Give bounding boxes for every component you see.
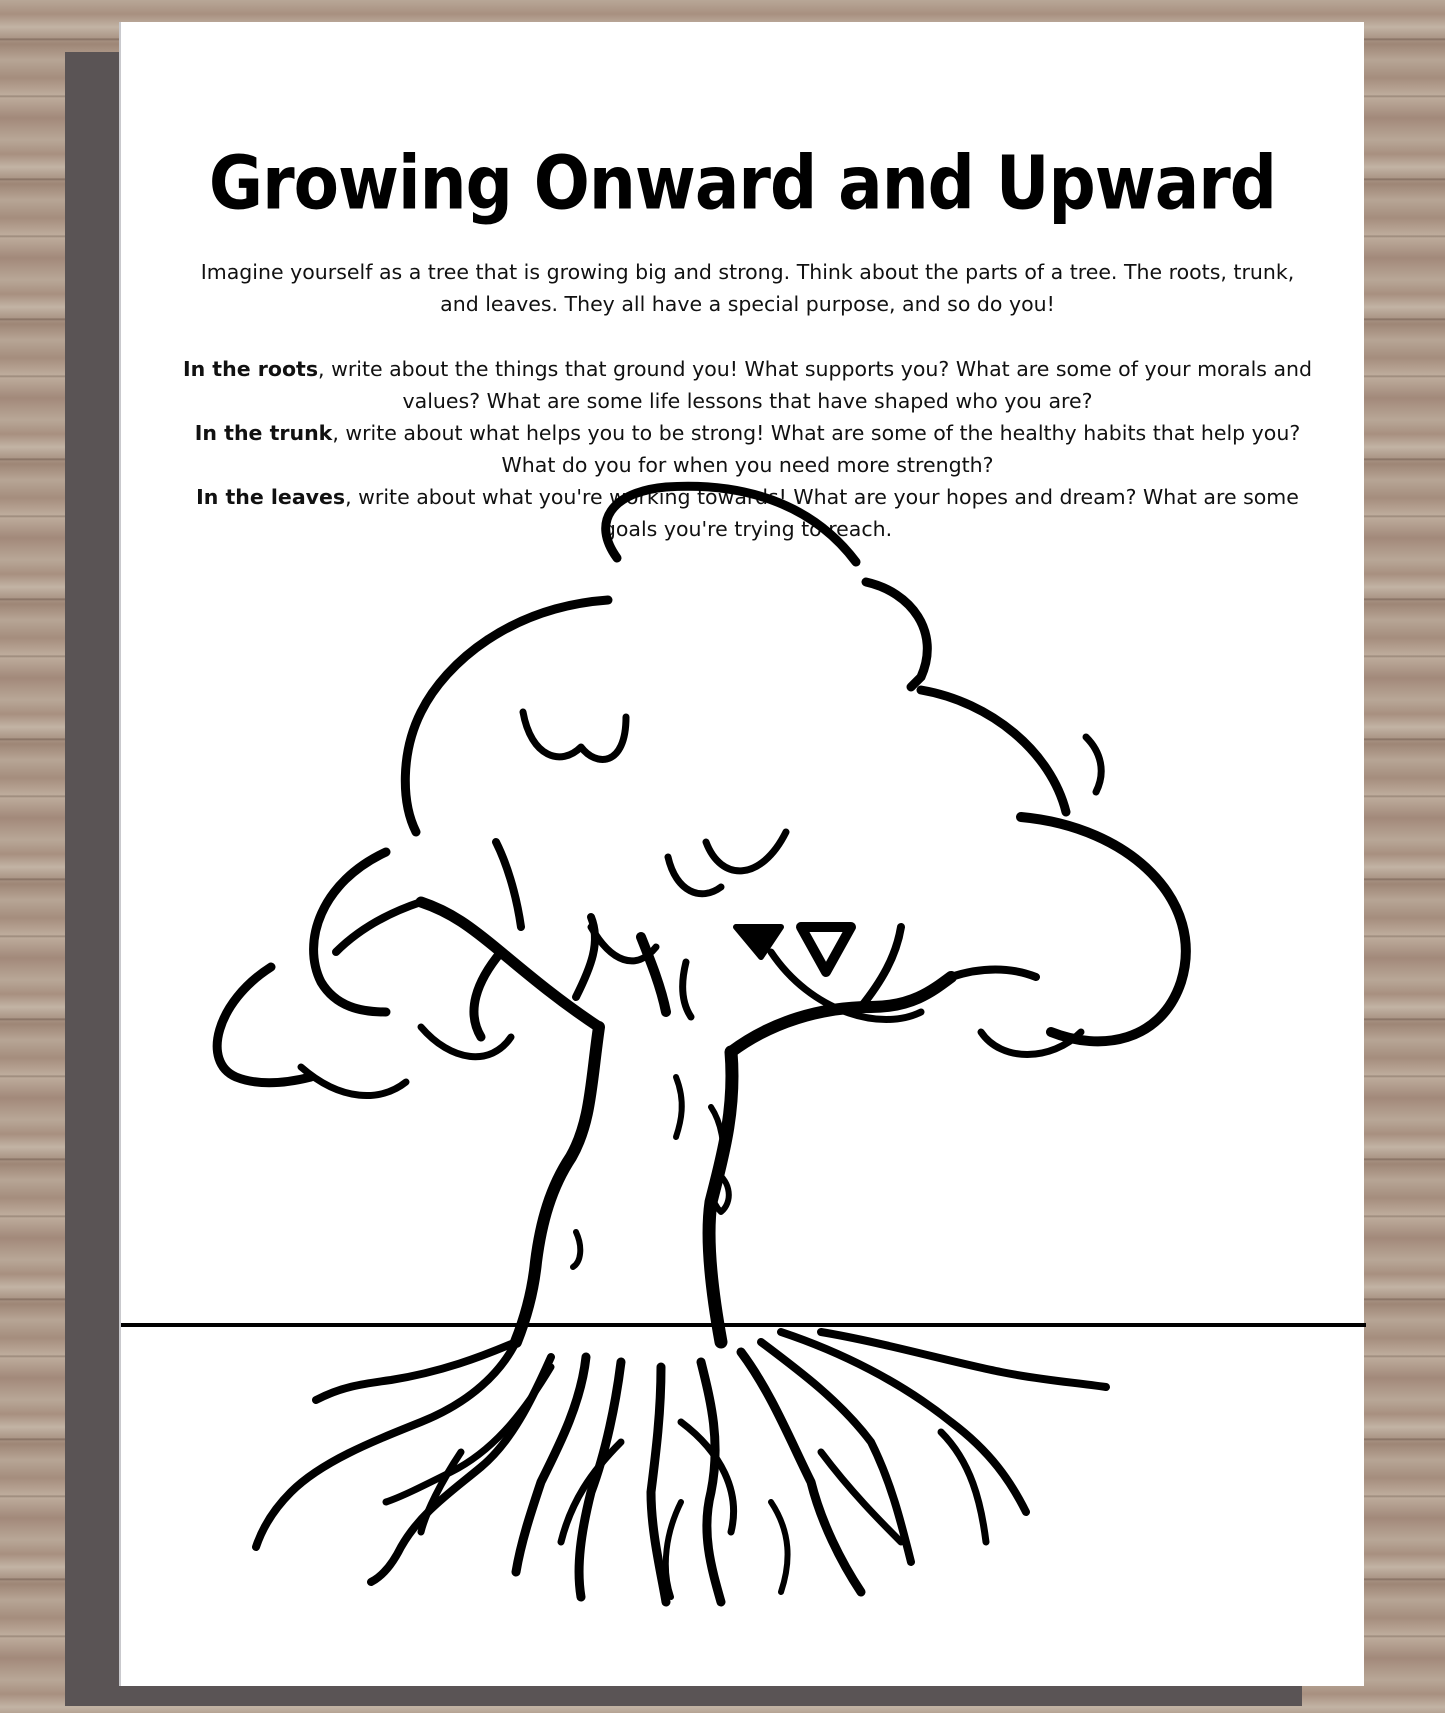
prompt-leaves-text: , write about what you're working towards! What are your hopes and dream? What are some goals you're trying to reach.	[345, 485, 1299, 541]
intro-paragraph: Imagine yourself as a tree that is growing big and strong. Think about the parts of a tree. The roots, trunk, and leaves. They all have a special purpose, and so do you!	[200, 260, 1295, 316]
trunk-icon	[336, 842, 1036, 1342]
prompt-roots-label: In the roots	[182, 357, 319, 381]
canopy-icon	[217, 486, 1186, 1083]
worksheet-title: Growing Onward and Upward	[208, 140, 1277, 227]
prompt-trunk-text: , write about what helps you to be strong! What are some of the healthy habits that help you? What do you for when you need more strength?	[332, 421, 1301, 477]
roots-icon	[256, 1332, 1106, 1602]
prompt-leaves-label: In the leaves	[196, 485, 346, 509]
worksheet-page	[119, 22, 1364, 1686]
prompt-trunk-label: In the trunk	[194, 421, 333, 445]
prompt-roots-text: , write about the things that ground you! What supports you? What are some of your morals and values? What are some life lessons that have shaped who you are?	[318, 357, 1313, 413]
tree-illustration	[121, 22, 1366, 1686]
